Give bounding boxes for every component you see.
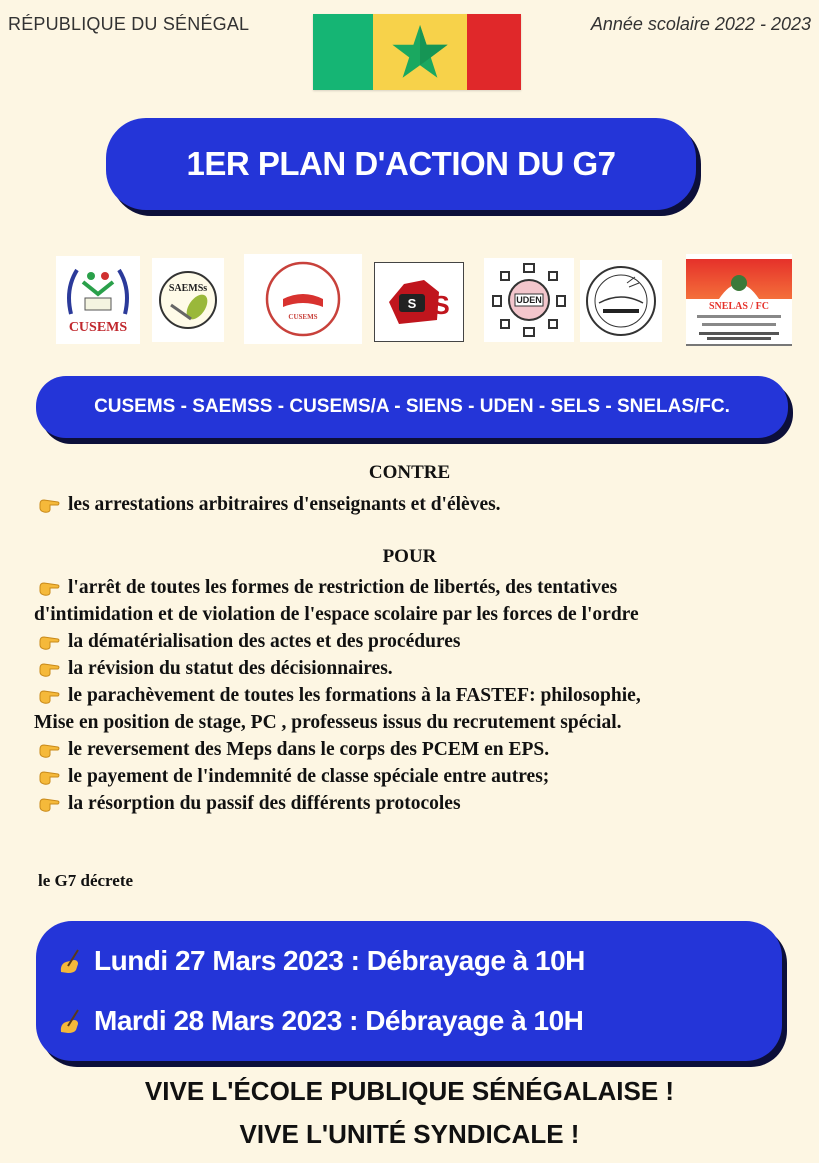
page-title: 1ER PLAN D'ACTION DU G7 [106,118,696,210]
strike-dates [36,921,782,1061]
svg-text:SAEMSs: SAEMSs [168,283,208,294]
list-item: le payement de l'indemnité de classe spéciale entre autres; [38,763,799,790]
list-item: les arrestations arbitraires d'enseignants et d'élèves. [38,491,799,518]
list-item: la révision du statut des décisionnaires. [38,655,799,682]
senegal-flag-icon [313,14,521,90]
pointing-hand-icon [38,660,60,678]
school-year: Année scolaire 2022 - 2023 [590,14,811,34]
decree-intro: le G7 décrete [38,871,134,890]
pointing-hand-icon [38,768,60,786]
strike-date-item: Lundi 27 Mars 2023 : Débrayage à 10H [58,931,585,991]
list-item: l'arrêt de toutes les formes de restriction de libertés, des tentatives [38,574,799,601]
cusems-logo: CUSEMS [56,256,140,344]
country-name: RÉPUBLIQUE DU SÉNÉGAL [8,14,250,34]
writing-hand-icon [58,1008,86,1034]
saemss-logo [152,258,224,342]
pour-heading: POUR [382,546,437,567]
pointing-hand-icon [38,795,60,813]
saemss-emblem-icon [157,269,219,331]
list-item: la résorption du passif des différents protocoles [38,790,799,817]
sels-logo [580,260,662,342]
slogan-unity: VIVE L'UNITÉ SYNDICALE ! [239,1119,580,1149]
list-item: le reversement des Meps dans le corps des PCEM en EPS. [38,736,799,763]
list-item: la dématérialisation des actes et des procédures [38,628,799,655]
pointing-hand-icon [38,579,60,597]
pointing-hand-icon [38,687,60,705]
cusems-a-logo [244,254,362,344]
unions-list: CUSEMS - SAEMSS - CUSEMS/A - SIENS - UDEN - SELS - SNELAS/FC. [36,376,788,438]
union-logos [0,252,819,352]
siens-logo [374,262,464,342]
star-icon [390,22,450,82]
contre-list [38,491,799,518]
snelas-tree-icon [714,269,764,299]
uden-emblem-icon [489,260,569,340]
siens-emblem-icon [379,272,459,332]
uden-logo [484,258,574,342]
list-item-continuation: d'intimidation et de violation de l'espace scolaire par les forces de l'ordre [34,604,639,625]
svg-text:S: S [407,296,417,311]
list-item: le parachèvement de toutes les formations à la FASTEF: philosophie, [38,682,799,709]
writing-hand-icon [58,948,86,974]
cusems-a-emblem-icon [263,259,343,339]
svg-text:UDEN: UDEN [516,295,542,305]
strike-date-item: Mardi 28 Mars 2023 : Débrayage à 10H [58,991,583,1051]
svg-text:CUSEMS: CUSEMS [288,313,318,321]
pointing-hand-icon [38,496,60,514]
contre-heading: CONTRE [368,462,451,483]
snelas-fc-logo: SNELAS / FC [686,254,792,346]
svg-text:S: S [432,290,450,320]
pour-list [34,574,799,817]
sels-emblem-icon [583,263,659,339]
pointing-hand-icon [38,741,60,759]
slogan-school: VIVE L'ÉCOLE PUBLIQUE SÉNÉGALAISE ! [144,1076,675,1106]
list-item-continuation: Mise en position de stage, PC , professeus issus du recrutement spécial. [34,712,622,733]
cusems-emblem-icon [63,264,133,320]
pointing-hand-icon [38,633,60,651]
